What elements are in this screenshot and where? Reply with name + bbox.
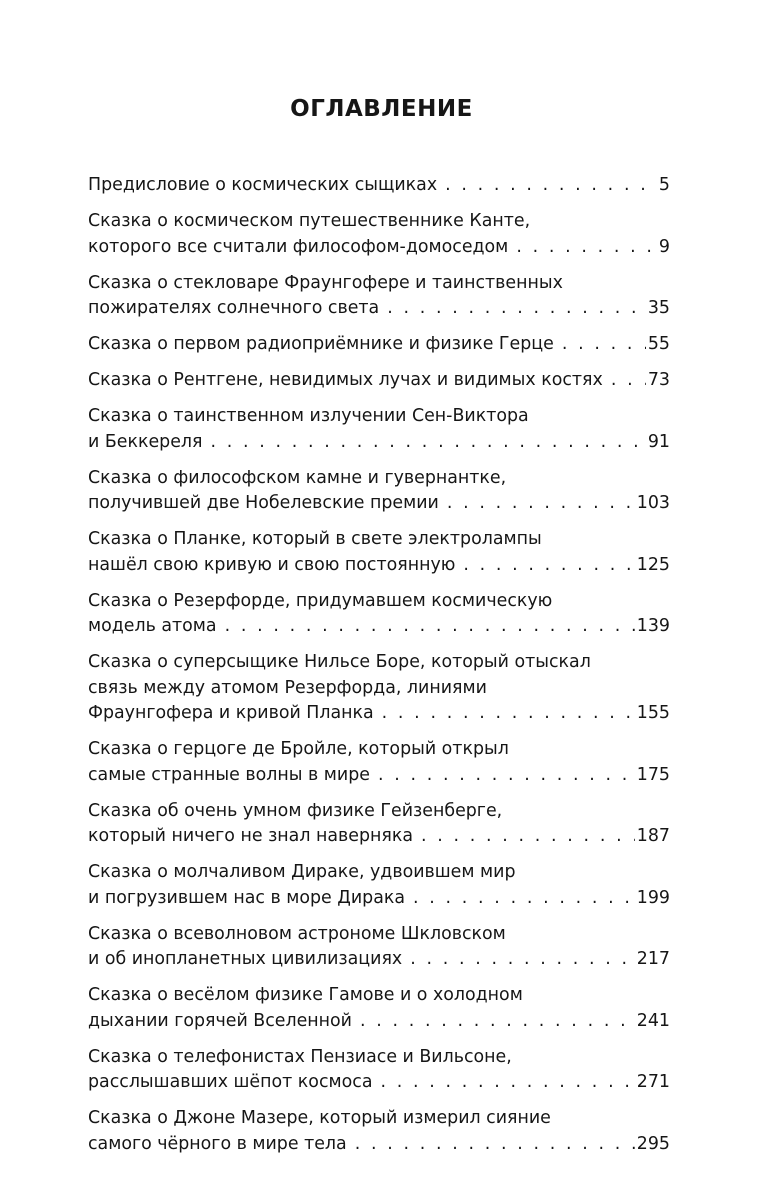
- toc-entry-title-line: Фраунгофера и кривой Планка: [88, 703, 374, 723]
- toc-entry-last-line: [88, 614, 670, 640]
- toc-entry-last-line: [88, 173, 670, 199]
- toc-entry-last-line: [88, 1132, 670, 1158]
- dot-leader: [370, 763, 635, 789]
- toc-entry-last-line: [88, 1009, 670, 1035]
- toc-entry-last-line: [88, 296, 670, 322]
- dot-leader: [508, 235, 657, 261]
- toc-entry[interactable]: [88, 466, 670, 517]
- toc-entry-last-line: [88, 430, 670, 456]
- toc-page-number: 187: [636, 826, 670, 846]
- toc-page-number: 199: [636, 887, 670, 908]
- toc-page-number: 103: [636, 493, 670, 513]
- page-title: ОГЛАВЛЕНИЕ: [290, 96, 473, 122]
- dot-leader: [347, 1132, 635, 1158]
- toc-page-number: 5: [658, 175, 670, 195]
- toc-entry[interactable]: [88, 799, 670, 850]
- toc-entry-title-line: и Беккереля: [88, 431, 203, 452]
- toc-entry-title-line: Сказка о Рентгене, невидимых лучах и видимых костях: [88, 370, 603, 390]
- toc-entry[interactable]: [88, 589, 670, 640]
- toc-entry-title-line: самые странные волны в мире: [88, 764, 370, 785]
- toc-page-number: 125: [636, 554, 670, 575]
- toc-entry-last-line: [88, 886, 670, 912]
- toc-page-number: 241: [636, 1010, 670, 1031]
- toc-page-number: 271: [636, 1072, 670, 1092]
- toc-entry-last-line: [88, 701, 670, 727]
- toc-entry-title-line: Сказка о суперсыщике Нильсе Боре, который отыскал: [88, 652, 591, 672]
- toc-page-number: 175: [636, 764, 670, 785]
- toc-entry-last-line: [88, 947, 670, 973]
- toc-entry-title-line: и об инопланетных цивилизациях: [88, 949, 403, 969]
- toc-page-number: 9: [658, 236, 670, 257]
- toc-entry-title-line: связь между атомом Резерфорда, линиями: [88, 677, 487, 698]
- toc-entry[interactable]: [88, 860, 670, 911]
- toc-page-number: 91: [647, 431, 670, 452]
- toc-entry-last-line: [88, 824, 670, 850]
- toc-entry-title-line: нашёл свою кривую и свою постоянную: [88, 554, 456, 575]
- toc-entry[interactable]: [88, 737, 670, 788]
- table-of-contents: [88, 173, 670, 1168]
- dot-leader: [413, 824, 635, 850]
- toc-entry[interactable]: [88, 922, 670, 973]
- toc-entry-title-line: Сказка о философском камне и гувернантке,: [88, 467, 507, 488]
- toc-entry-last-line: [88, 235, 670, 261]
- toc-entry[interactable]: [88, 368, 670, 394]
- toc-entry[interactable]: [88, 527, 670, 578]
- toc-entry-title-line: дыхании горячей Вселенной: [88, 1010, 352, 1031]
- dot-leader: [439, 491, 635, 517]
- dot-leader: [202, 430, 645, 456]
- toc-entry-title-line: самого чёрного в мире тела: [88, 1133, 347, 1154]
- toc-page-number: 35: [647, 298, 670, 318]
- toc-entry-title-line: Сказка о весёлом физике Гамове и о холодном: [88, 985, 523, 1005]
- toc-entry-title-line: и погрузившем нас в море Дирака: [88, 887, 406, 908]
- dot-leader: [405, 886, 635, 912]
- toc-page-number: 55: [647, 334, 670, 354]
- toc-entry-title-line: Сказка о телефонистах Пензиасе и Вильсоне,: [88, 1046, 512, 1067]
- toc-entry-last-line: [88, 1070, 670, 1096]
- toc-page-number: 295: [636, 1133, 670, 1154]
- toc-entry-title-line: Сказка о космическом путешественнике Канте,: [88, 211, 531, 231]
- toc-entry-last-line: [88, 763, 670, 789]
- toc-entry-title-line: получившей две Нобелевские премии: [88, 493, 439, 513]
- toc-page-number: 139: [636, 616, 670, 636]
- toc-entry-title-line: пожирателях солнечного света: [88, 298, 380, 318]
- toc-entry-title-line: Сказка о Джоне Мазере, который измерил сияние: [88, 1108, 551, 1128]
- toc-entry-title-line: которого все считали философом-домоседом: [88, 236, 509, 257]
- dot-leader: [455, 553, 634, 579]
- dot-leader: [603, 368, 646, 394]
- toc-entry-title-line: расслышавших шёпот космоса: [88, 1072, 373, 1092]
- dot-leader: [437, 173, 657, 199]
- toc-entry-last-line: [88, 368, 670, 394]
- dot-leader: [402, 947, 635, 973]
- dot-leader: [372, 1070, 634, 1096]
- dot-leader: [217, 614, 635, 640]
- toc-entry-title-line: Сказка о Резерфорде, придумавшем космическую: [88, 590, 553, 611]
- toc-entry[interactable]: [88, 404, 670, 455]
- toc-entry[interactable]: [88, 1106, 670, 1157]
- toc-entry-title-line: Сказка о всеволновом астрономе Шкловском: [88, 923, 506, 944]
- toc-entry-title-line: Сказка о Планке, который в свете электролампы: [88, 529, 542, 549]
- dot-leader: [379, 296, 646, 322]
- toc-entry-last-line: [88, 553, 670, 579]
- toc-entry-title-line: Предисловие о космических сыщиках: [88, 175, 438, 195]
- toc-entry-title-line: Сказка о таинственном излучении Сен-Виктора: [88, 406, 529, 426]
- toc-entry-last-line: [88, 491, 670, 517]
- dot-leader: [554, 332, 646, 358]
- toc-entry-title-line: Сказка об очень умном физике Гейзенберге,: [88, 800, 503, 821]
- toc-entry[interactable]: [88, 271, 670, 322]
- toc-page-number: 73: [647, 370, 670, 390]
- toc-entry-title-line: модель атома: [88, 616, 217, 636]
- toc-entry[interactable]: [88, 209, 670, 260]
- toc-entry[interactable]: [88, 332, 670, 358]
- toc-entry-title-line: Сказка о молчаливом Дираке, удвоившем мир: [88, 862, 516, 882]
- toc-entry[interactable]: [88, 173, 670, 199]
- toc-entry-last-line: [88, 332, 670, 358]
- dot-leader: [352, 1009, 635, 1035]
- toc-entry-title-line: который ничего не знал наверняка: [88, 826, 413, 846]
- toc-page-number: 155: [636, 703, 670, 723]
- toc-entry[interactable]: [88, 650, 670, 727]
- toc-entry-title-line: Сказка о первом радиоприёмнике и физике Герце: [88, 334, 554, 354]
- toc-entry[interactable]: [88, 1045, 670, 1096]
- toc-entry[interactable]: [88, 983, 670, 1034]
- toc-entry-title-line: Сказка о стекловаре Фраунгофере и таинственных: [88, 272, 563, 293]
- dot-leader: [374, 701, 635, 727]
- toc-page-number: 217: [636, 949, 670, 969]
- toc-entry-title-line: Сказка о герцоге де Бройле, который открыл: [88, 739, 509, 759]
